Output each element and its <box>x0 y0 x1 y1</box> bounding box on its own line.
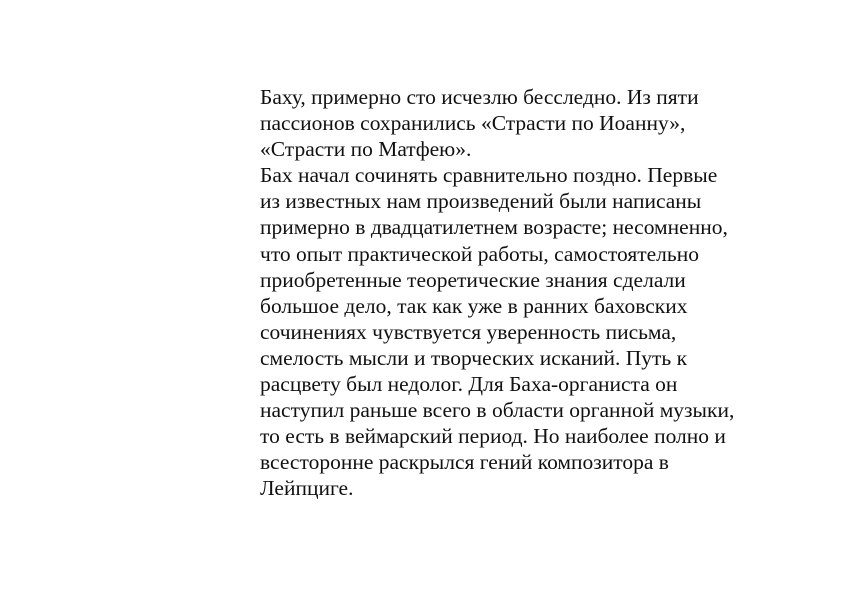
text-line: Лейпциге. <box>260 476 354 501</box>
text-line: всесторонне раскрылся гений композитора в <box>260 450 669 475</box>
text-line: Баху, примерно сто исчезлю бесследно. Из пяти <box>260 85 699 109</box>
text-line: расцвету был недолог. Для Баха-органиста он <box>260 372 678 397</box>
text-line: приобретенные теоретические знания сделали <box>260 267 686 292</box>
text-line: что опыт практической работы, самостоятельно <box>260 241 699 266</box>
text-line: то есть в веймарский период. Но наиболее полно и <box>260 424 726 449</box>
text-line: смелость мысли и творческих исканий. Путь к <box>260 345 688 370</box>
body-text <box>260 84 760 502</box>
text-line: Бах начал сочинять сравнительно поздно. Первые <box>260 163 718 188</box>
text-line: пассионов сохранились «Страсти по Иоанну», <box>260 111 686 136</box>
text-line: наступил раньше всего в области органной музыки, <box>260 398 735 423</box>
text-line: «Страсти по Матфею». <box>260 137 472 162</box>
text-line: большое дело, так как уже в ранних баховских <box>260 293 688 318</box>
text-line: сочинениях чувствуется уверенность письма, <box>260 319 677 344</box>
text-line: примерно в двадцатилетнем возрасте; несомненно, <box>260 215 728 240</box>
text-line: из известных нам произведений были написаны <box>260 189 702 214</box>
